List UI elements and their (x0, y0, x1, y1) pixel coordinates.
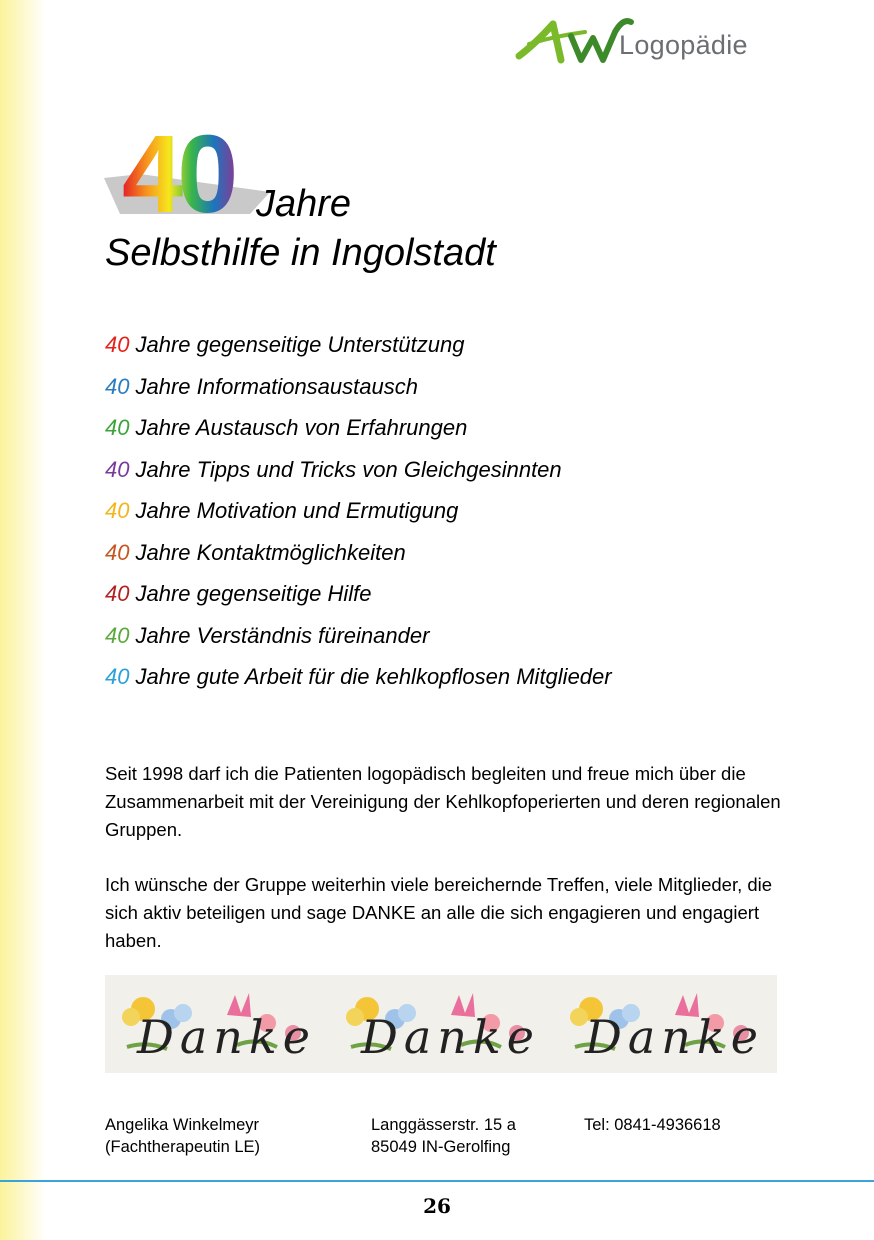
list-item-number: 40 (105, 664, 130, 689)
footer-phone: Tel: 0841-4936618 (584, 1116, 721, 1134)
danke-word: Danke (361, 1010, 541, 1064)
list-item-text: Jahre Kontaktmöglichkeiten (135, 539, 406, 565)
list-item (105, 581, 612, 623)
danke-word: Danke (585, 1010, 765, 1064)
list-item (105, 457, 612, 499)
list-item (105, 664, 612, 706)
heading-line-2: Selbsthilfe in Ingolstadt (105, 232, 496, 274)
list-item-text: Jahre Verständnis füreinander (135, 622, 430, 648)
anniversary-list (105, 332, 612, 706)
heading-line-1: Jahre (256, 183, 352, 225)
logo-text: Logopädie (619, 30, 748, 60)
list-item (105, 623, 612, 665)
danke-banner (105, 975, 777, 1073)
footer-city: 85049 IN-Gerolfing (371, 1138, 511, 1156)
list-item-number: 40 (105, 581, 130, 606)
danke-flower-image (565, 975, 775, 1073)
left-decorative-strip (0, 0, 46, 1240)
list-item-number: 40 (105, 539, 130, 565)
paragraph-wishes: Ich wünsche der Gruppe weiterhin viele bereichernde Treffen, viele Mitglieder, die sich aktiv beteiligen und sage DANKE an alle die sich engagieren und engagiert haben. (105, 874, 773, 951)
danke-flower-image (341, 975, 551, 1073)
list-item-text: Jahre gegenseitige Hilfe (135, 581, 372, 606)
footer-title: (Fachtherapeutin LE) (105, 1138, 261, 1156)
footer-address (371, 1114, 516, 1158)
list-item-text: Jahre gute Arbeit für die kehlkopflosen Mitglieder (135, 664, 612, 689)
list-item-text: Jahre gegenseitige Unterstützung (135, 332, 465, 357)
list-item-number: 40 (105, 373, 130, 399)
page-number: 26 (423, 1194, 451, 1218)
big-number-40: 40 (122, 113, 233, 228)
rainbow-40-graphic (100, 112, 270, 228)
footer-divider (0, 1180, 874, 1182)
list-item-number: 40 (105, 332, 130, 357)
list-item (105, 540, 612, 582)
list-item-number: 40 (105, 498, 130, 523)
paragraph-intro: Seit 1998 darf ich die Patienten logopädisch begleiten und freue mich über die Zusammenarbeit mit der Vereinigung der Kehlkopfoperierten und deren regionalen Gruppen. (105, 763, 781, 840)
list-item (105, 374, 612, 416)
list-item-text: Jahre Informationsaustausch (135, 373, 418, 399)
list-item-text: Jahre Austausch von Erfahrungen (135, 415, 468, 440)
list-item-text: Jahre Tipps und Tricks von Gleichgesinnten (135, 456, 562, 482)
list-item-number: 40 (105, 415, 130, 440)
footer-phone-block (584, 1114, 721, 1136)
list-item-number: 40 (105, 622, 130, 648)
list-item-number: 40 (105, 456, 130, 482)
list-item (105, 498, 612, 540)
danke-word: Danke (137, 1010, 317, 1064)
footer-contact-name (105, 1114, 260, 1158)
list-item-text: Jahre Motivation und Ermutigung (135, 498, 459, 523)
danke-flower-image (117, 975, 327, 1073)
list-item (105, 415, 612, 457)
footer-name: Angelika Winkelmeyr (105, 1116, 260, 1134)
list-item (105, 332, 612, 374)
footer-street: Langgässerstr. 15 a (371, 1116, 516, 1134)
